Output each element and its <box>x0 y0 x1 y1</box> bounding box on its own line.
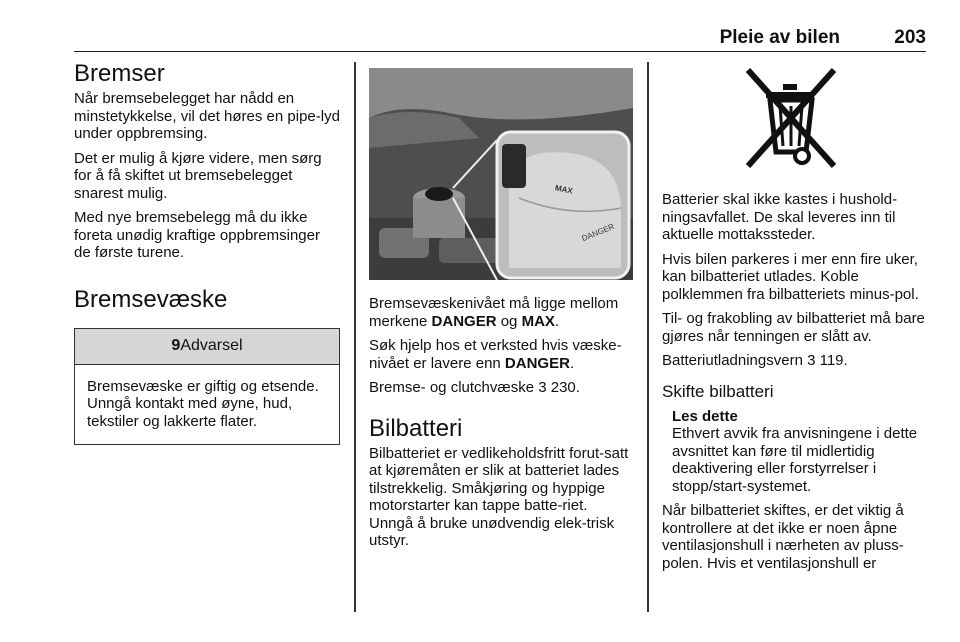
max-label: MAX <box>554 183 574 196</box>
brake-fluid-reservoir-photo <box>369 68 633 280</box>
cross-reference: Bremse- og clutchvæske 3 230. <box>369 379 580 396</box>
column-2 <box>369 60 633 557</box>
danger-label: DANGER <box>580 221 616 244</box>
warning-body <box>75 365 339 445</box>
note-title: Les dette <box>672 407 738 425</box>
page-header <box>74 25 926 52</box>
warning-header <box>75 329 339 365</box>
heading-bilbatteri: Bilbatteri <box>369 414 463 442</box>
heading-bremser: Bremser <box>74 60 165 87</box>
warning-text: Bremsevæske er giftig og etsende. Unngå kontakt med øyne, hud, tekstiler og lakkerte flater. <box>87 377 319 430</box>
paragraph: Når bilbatteriet skiftes, er det viktig å kontrollere at det ikke er noen åpne ventilasjonshull i nærheten av pluss-polen. Hvis et ventilasjonshull er <box>662 502 904 572</box>
note-text: Ethvert avvik fra anvisningene i dette avsnittet kan føre til midlertidig deaktivering eller forstyrrelser i stopp/start-systemet. <box>672 425 918 495</box>
paragraph: Bremsevæskenivået må ligge mellom merkene DANGER og MAX. <box>369 295 619 330</box>
paragraph: Når bremsebelegget har nådd en minstetykkelse, vil det høres en pipe-lyd under oppbremsing. <box>74 90 340 142</box>
paragraph: Batterier skal ikke kastes i hushold-ningsavfallet. De skal leveres inn til aktuelle mottakssteder. <box>662 191 898 243</box>
warning-icon: 9 <box>171 336 181 354</box>
note-block <box>662 408 928 496</box>
paragraph: Søk hjelp hos et verksted hvis væske-nivået er lavere enn DANGER. <box>369 337 622 372</box>
section-title: Pleie av bilen <box>719 27 840 48</box>
heading-skifte-bilbatteri: Skifte bilbatteri <box>662 381 774 401</box>
column-3 <box>662 60 928 579</box>
paragraph: Det er mulig å kjøre videre, men sørg for å få skiftet ut bremsebelegget snarest mulig. <box>74 149 322 202</box>
engine-bay-illustration <box>369 68 633 280</box>
cross-reference: Batteriutladningsvern 3 119. <box>662 352 848 369</box>
heading-bremsevaeske: Bremsevæske <box>74 285 228 313</box>
column-divider <box>647 62 649 612</box>
warning-title: Advarsel <box>180 336 243 354</box>
page-number: 203 <box>894 27 926 48</box>
paragraph: Med nye bremsebelegg må du ikke foreta unødig kraftige oppbremsinger de første turene. <box>74 209 320 261</box>
column-divider <box>354 62 356 612</box>
crossed-out-bin-icon <box>736 66 846 172</box>
warning-box <box>74 328 340 446</box>
column-1 <box>74 60 340 445</box>
paragraph: Hvis bilen parkeres i mer enn fire uker, kan bilbatteriet utlades. Koble polklemmen fra bilbatteriets minus-pol. <box>662 250 919 303</box>
paragraph: Til- og frakobling av bilbatteriet må bare gjøres når tenningen er slått av. <box>662 310 925 345</box>
paragraph: Bilbatteriet er vedlikeholdsfritt forut-satt at kjøremåten er slik at batteriet lades tilstrekkelig. Småkjøring og hyppige motorstarter kan tappe batte-riet. Unngå å bruke unødvendig elek-trisk utstyr. <box>369 444 629 549</box>
